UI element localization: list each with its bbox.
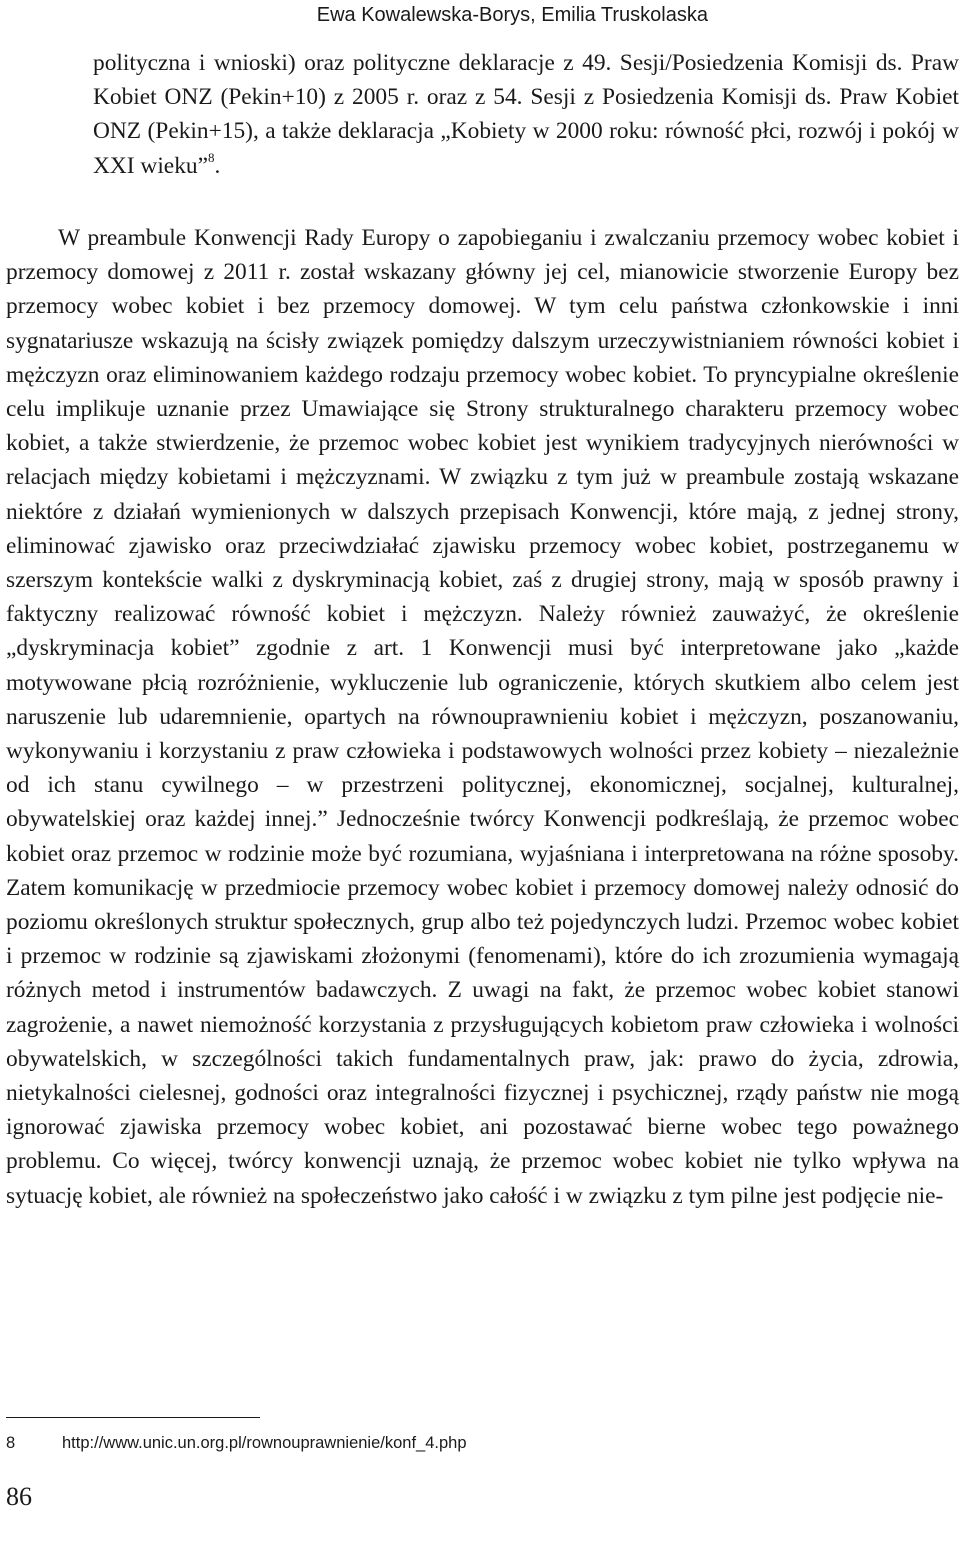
paragraph-end-punctuation: . — [214, 152, 221, 179]
running-header: Ewa Kowalewska-Borys, Emilia Truskolaska — [316, 4, 708, 26]
paragraph-main: W preambule Konwencji Rady Europy o zapobieganiu i zwalczaniu przemocy wobec kobiet i przemocy domowej z 2011 r. został wskazany główny jej cel, mianowicie stworzenie Europy bez przemocy wobec kobiet i bez przemocy domowej. W tym celu państwa członkowskie i inni sygnatariusze wskazują na ścisły związek pomiędzy dalszym urzeczywistnianiem równości kobiet i mężczyzn oraz eliminowaniem każdego rodzaju przemocy wobec kobiet. To pryncypialne określenie celu implikuje uznanie przez Umawiające się Strony strukturalnego charakteru przemocy wobec kobiet, a także stwierdzenie, że przemoc wobec kobiet jest wynikiem tradycyjnych nierówności w relacjach między kobietami i mężczyznami. W związku z tym już w preambule zostają wskazane niektóre z działań wymienionych w dalszych przepisach Konwencji, które mają, z jednej strony, eliminować zjawisko oraz przeciwdziałać zjawisku przemocy wobec kobiet, postrzeganemu w szerszym kontekście walki z dyskryminacją kobiet, zaś z drugiej strony, mają w sposób prawny i faktyczny realizować równość kobiet i mężczyzn. Należy również zauważyć, że określenie „dyskryminacja kobiet” zgodnie z art. 1 Konwencji musi być interpretowane jako „każde motywowane płcią rozróżnienie, wykluczenie lub ograniczenie, których skutkiem albo celem jest naruszenie lub udaremnienie, opartych na równouprawnieniu kobiet i mężczyzn, poszanowaniu, wykonywaniu i korzystaniu z praw człowieka i podstawowych wolności przez kobiety – niezależnie od ich stanu cywilnego – w przestrzeni politycznej, ekonomicznej, socjalnej, kulturalnej, obywatelskiej oraz każdej innej.” Jednocześnie twórcy Konwencji podkreślają, że przemoc wobec kobiet oraz przemoc w rodzinie może być rozumiana, wyjaśniana i interpretowana na różne sposoby. Zatem komunikację w przedmiocie przemocy wobec kobiet i przemocy domowej należy odnosić do poziomu określonych struktur społecznych, grup albo też pojedynczych ludzi. Przemoc wobec kobiet i przemoc w rodzinie są zjawiskami złożonymi (fenomenami), które do ich zrozumienia wymagają różnych metod i instrumentów badawczych. Z uwagi na fakt, że przemoc wobec kobiet stanowi zagrożenie, a nawet niemożność korzystania z przysługujących kobietom praw człowieka i wolności obywatelskich, w szczególności takich fundamentalnych praw, jak: prawo do życia, zdrowia, nietykalności cielesnej, godności oraz integralności fizycznej i psychicznej, rządy państw nie mogą ignorować zjawiska przemocy wobec kobiet, ani pozostawać bierne wobec tego poważnego problemu. Co więcej, twórcy konwencji uznają, że przemoc wobec kobiet nie tylko wpływa na sytuację kobiet, ale również na społeczeństwo jako całość i w związku z tym pilne jest podjęcie nie- — [6, 225, 959, 1209]
page-number: 86 — [6, 1482, 32, 1511]
paragraph-text: polityczna i wnioski) oraz polityczne deklaracje z 49. Sesji/Posiedzenia Komisji ds. Praw Kobiet ONZ (Pekin+10) z 2005 r. oraz z 54. Sesji z Posiedzenia Komisji ds. Praw Kobiet ONZ (Pekin+15), a także deklaracja „Kobiety w 2000 roku: równość płci, rozwój i pokój w XXI wieku” — [93, 50, 959, 179]
footnote-link[interactable]: http://www.unic.un.org.pl/rownouprawnienie/konf_4.php — [62, 1434, 467, 1452]
footnote — [6, 1432, 467, 1454]
footnote-separator — [6, 1417, 260, 1418]
paragraph-continuation — [93, 46, 959, 183]
footnote-number: 8 — [6, 1434, 16, 1452]
footnote-reference[interactable]: 8 — [207, 149, 215, 165]
